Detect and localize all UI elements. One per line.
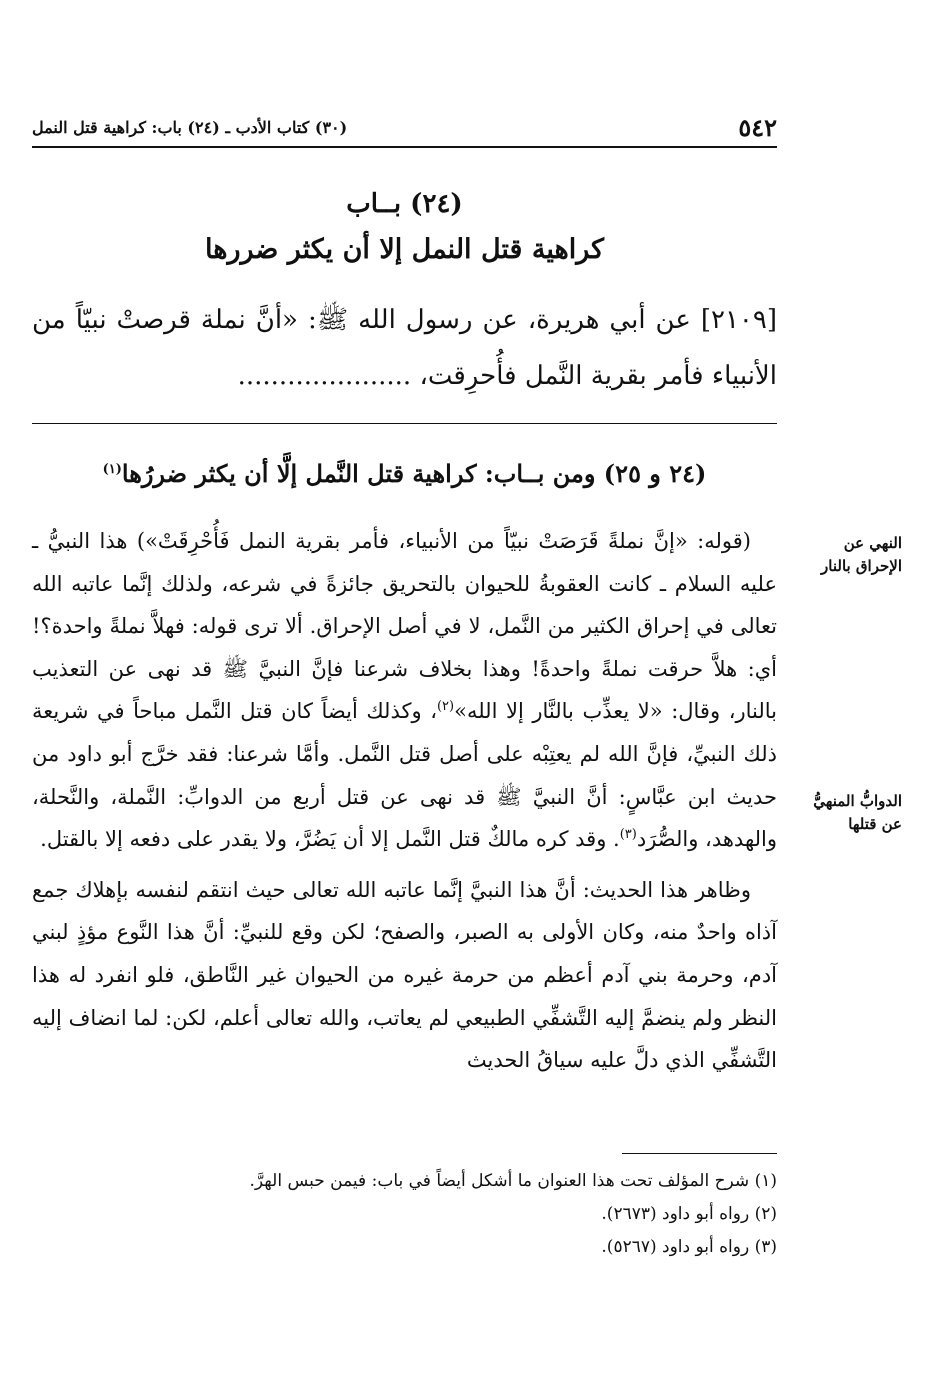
margin-note-line: الدوابُّ المنهيُّ bbox=[813, 792, 902, 810]
margin-note-animals bbox=[792, 790, 902, 836]
chapter-subtitle: كراهية قتل النمل إلا أن يكثر ضررها bbox=[205, 234, 604, 265]
footnote: (٣) رواه أبو داود (٥٢٦٧). bbox=[601, 1237, 777, 1257]
paragraph-text: ، وكذلك أيضاً كان قتل النَّمل مباحاً في شريعة ذلك النبيِّ، فإنَّ الله لم يعتِبْه على أصل قتل النَّمل. وأمَّا شرعنا: فقد خرَّج أبو داود من حديث ابن عبَّاسٍ: أنَّ النبيَّ ﷺ قد نهى عن قتل أربع من الدوابِّ: النَّملة، والنَّحلة، والهدهد، والصُّرَد bbox=[32, 699, 777, 852]
commentary-paragraph: وظاهر هذا الحديث: أنَّ هذا النبيَّ إنَّما عاتبه الله تعالى حيث انتقم لنفسه بإهلاك جمع آذاه واحدٌ منه، وكان الأولى به الصبر، والصفح؛ لكن وقع للنبيِّ: أنَّ هذا النَّوع مؤذٍ لبني آدم، وحرمة بني آدم أعظم من حرمة غيره من الحيوان غير النَّاطق، فلو انفرد له هذا النظر ولم ينضمَّ إليه التَّشفِّي الطبيعي لم يعاتب، والله تعالى أعلم، لكن: لما انضاف إليه التَّشفِّي الذي دلَّ عليه سياقُ الحديث bbox=[32, 877, 777, 1073]
margin-note-line: النهي عن bbox=[843, 534, 902, 552]
footnote: (٢) رواه أبو داود (٢٦٧٣). bbox=[601, 1204, 777, 1224]
paragraph-text: (قوله: «إنَّ نملةً قَرَصَتْ نبيّاً من الأنبياء، فأمر بقرية النمل فَأُحْرِقَتْ») هذا النبيُّ ـ عليه السلام ـ كانت العقوبةُ للحيوان بالتحريق جائزةً في شرعه، ولذلك إنَّما عاتبه الله تعالى في إحراق الكثير من النَّمل، لا في أصل الإحراق. ألا ترى قوله: فهلاَّ نملةً واحدة؟! أي: هلاَّ حرقت نملةً واحدةً! وهذا بخلاف شرعنا فإنَّ النبيَّ ﷺ قد نهى عن التعذيب بالنار، وقال: «لا يعذِّب بالنَّار إلا الله» bbox=[32, 529, 777, 724]
running-header-title: (٣٠) كتاب الأدب ـ (٢٤) باب: كراهية قتل النمل bbox=[32, 117, 348, 137]
section-divider bbox=[32, 423, 777, 424]
margin-note-line: عن قتلها bbox=[848, 815, 902, 833]
margin-note-burning bbox=[792, 532, 902, 578]
commentary-paragraph bbox=[32, 520, 777, 861]
footnotes bbox=[32, 1165, 777, 1264]
footnote: (١) شرح المؤلف تحت هذا العنوان ما أشكل أيضاً في باب: فيمن حبس الهرَّ. bbox=[249, 1171, 777, 1191]
paragraph-text: . وقد كره مالكٌ قتل النَّمل إلا أن يَضُرَّ، ولا يقدر على دفعه إلا بالقتل. bbox=[40, 827, 620, 852]
footnote-marker: (٣) bbox=[619, 827, 637, 843]
running-header bbox=[32, 110, 777, 144]
commentary-title-text: (٢٤ و ٢٥) ومن بــاب: كراهية قتل النَّمل إلَّا أن يكثر ضررُها bbox=[121, 459, 707, 488]
hadith-ellipsis: ..................... bbox=[237, 361, 412, 391]
hadith-text bbox=[32, 292, 777, 404]
commentary-body bbox=[32, 520, 777, 1082]
chapter-title: (٢٤) بــاب bbox=[346, 189, 463, 219]
footnote-marker: (١) bbox=[102, 462, 122, 477]
footnote-marker: (٢) bbox=[436, 699, 455, 715]
footnote-rule bbox=[622, 1153, 777, 1154]
hadith-body: [٢١٠٩] عن أبي هريرة، عن رسول الله ﷺ: «أنَّ نملة قرصتْ نبيّاً من الأنبياء فأمر بقرية النَّمل فأُحرِقت، bbox=[32, 305, 777, 391]
header-rule bbox=[32, 146, 777, 148]
page-number: ٥٤٢ bbox=[738, 112, 777, 142]
commentary-title bbox=[32, 452, 777, 496]
margin-note-line: الإحراق بالنار bbox=[821, 557, 902, 575]
